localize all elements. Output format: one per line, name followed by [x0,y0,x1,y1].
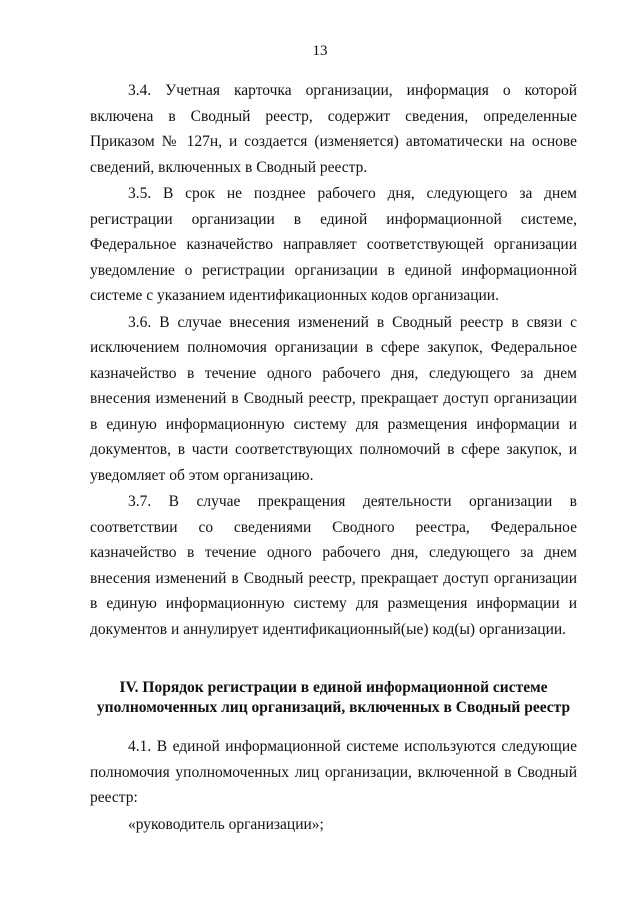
paragraph-4-1: 4.1. В единой информационной системе используются следующие полномочия уполномоченных лиц организации, включенной в Сводный реестр: [90,738,577,806]
paragraph-3-5: 3.5. В срок не позднее рабочего дня, следующего за днем регистрации организации в единой информационной системе, Федеральное казначейство направляет соответствующей организации уведомление о регистрации организации в единой информационной системе с указанием идентификационных кодов организации. [90,185,577,304]
section-heading-line-2: уполномоченных лиц организаций, включенных в Сводный реестр [96,699,571,716]
paragraph-3-4: 3.4. Учетная карточка организации, информация о которой включена в Сводный реестр, содержит сведения, определенные Приказом № 127н, и создается (изменяется) автоматически на основе сведений, включенных в Сводный реестр. [90,82,577,176]
section-heading [90,678,577,718]
paragraph-3-7: 3.7. В случае прекращения деятельности организации в соответствии со сведениями Сводного реестра, Федеральное казначейство в течение одного рабочего дня, следующего за днем внесения изменений в Сводный реестр, прекращает доступ организации в единую информационную систему для размещения информации и документов и аннулирует идентификационный(ые) код(ы) организации. [90,493,577,638]
document-body [90,78,577,837]
page-number: 13 [312,43,328,59]
list-item: «руководитель организации»; [128,815,324,833]
paragraph-3-6: 3.6. В случае внесения изменений в Сводный реестр в связи с исключением полномочия организации в сфере закупок, Федеральное казначейство в течение одного рабочего дня, следующего за днем внесения изменений в Сводный реестр, прекращает доступ организации в единую информационную систему для размещения информации и документов, в части соответствующих полномочий в сфере закупок, и уведомляет об этом организацию. [90,313,577,484]
section-heading-line-1: IV. Порядок регистрации в единой информационной системе [119,679,548,696]
